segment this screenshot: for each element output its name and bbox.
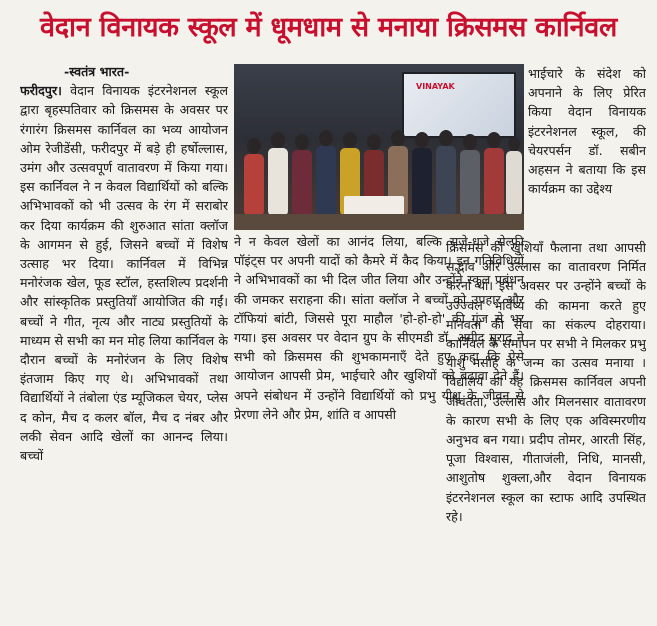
stage-floor	[234, 214, 524, 230]
column-3-text: क्रिसमस की खुशियाँ फैलाना तथा आपसी सद्भाव और उल्लास का वातावरण निर्मित करना था। इस अवसर पर उन्होंने बच्चों के उज्ज्वल भविष्य की कामना करते हुए मानवता की सेवा का संकल्प दोहराया। कार्निवल के समापन पर सभी ने मिलकर प्रभु यीशु मसीह के जन्म का उत्सव मनाया । विद्यालय का यह क्रिसमस कार्निवल अपनी जीवंतता, उल्लास और मिलनसार वातावरण के कारण सभी के लिए एक अविस्मरणीय अनुभव बन गया। प्रदीप तोमर, आरती सिंह, पूजा विश्वास, गीताजंली, निधि, मानसी, आशुतोष शुक्ला,और वेदान विनायक इंटरनेशनल स्कूल का स्टाफ आदि उपस्थित रहे।	[446, 240, 646, 524]
school-logo-text: VINAYAK	[416, 82, 455, 91]
article-column-1	[20, 62, 228, 618]
headline: वेदान विनायक स्कूल में धूमधाम से मनाया क्रिसमस कार्निवल	[39, 12, 618, 43]
column-2-text: ने न केवल खेलों का आनंद लिया, बल्कि सजे-धजे सेल्फी पॉइंट्स पर अपनी यादों को कैमरे में कैद किया। इन गतिविधियों ने अभिभावकों का भी दिल जीत लिया और उन्होंने स्कूल प्रबंधन की जमकर सराहना की। सांता क्लॉज ने बच्चों को उपहार और टॉफियां बांटी, जिससे पूरा माहौल 'हो-हो-हो' की गूंज से भर गया। इस अवसर पर वेदान ग्रुप के सीएमडी डॉ. अमीद मुराद ने सभी को क्रिसमस की शुभकामनाएँ देते हुए कहा कि ऐसे आयोजन आपसी प्रेम, भाईचारे और खुशियों को बढ़ावा देते हैं। अपने संबोधन में उन्होंने विद्यार्थियों को प्रभु यीशु के जीवन से प्रेरणा लेने और प्रेम, शांति व आपसी	[234, 234, 524, 422]
event-photo	[234, 64, 524, 230]
byline: -स्वतंत्र भारत-	[64, 64, 130, 79]
article-column-3-top	[528, 64, 646, 238]
dateline-place: फरीदपुर।	[20, 83, 62, 99]
article-column-3	[446, 238, 646, 620]
article-paragraph-1	[20, 81, 228, 465]
column-3-top-text: भाईचारे के संदेश को अपनाने के लिए प्रेरित किया वेदान विनायक इंटरनेशनल स्कूल, की चेयरपर्सन डॉ. सबीन अहसन ने बताया कि इस कार्यक्रम का उद्देश्य	[528, 66, 646, 197]
group-of-people-illustration	[234, 104, 524, 230]
column-1-text: वेदान विनायक इंटरनेशनल स्कूल द्वारा बृहस्पतिवार को क्रिसमस के अवसर पर रंगारंग क्रिसमस कार्निवल का भव्य आयोजन ओम रेजीडेंसी, फरीदपुर में बड़े ही हर्षोल्लास, उमंग और उत्सवपूर्ण वातावरण में किया गया। इस कार्निवल ने न केवल विद्यार्थियों को बल्कि अभिभावकों को भी उत्सव के रंग में सराबोर कर दिया कार्यक्रम की शुरुआत सांता क्लॉज के आगमन से हुई, जिसने बच्चों में विशेष उत्साह भर दिया। कार्निवल में विभिन्न मनोरंजक खेल, फूड स्टॉल, हस्तशिल्प प्रदर्शनी और सांस्कृतिक प्रस्तुतियाँ आयोजित की गईं। बच्चों ने गीत, नृत्य और नाट्य प्रस्तुतियों के माध्यम से सभी का मन मोह लिया कार्निवल के दौरान बच्चों के मनोरंजन के लिए विशेष इंतजाम किए गए थे। अभिभावकों तथा विद्यार्थियों ने तंबोला एंड म्यूजिकल चेयर, प्लेस द कोन, मैच द कलर बॉल, मैच द नंबर और लकी सेवन आदि खेलों का आनन्द लिया। बच्चों	[20, 83, 228, 464]
